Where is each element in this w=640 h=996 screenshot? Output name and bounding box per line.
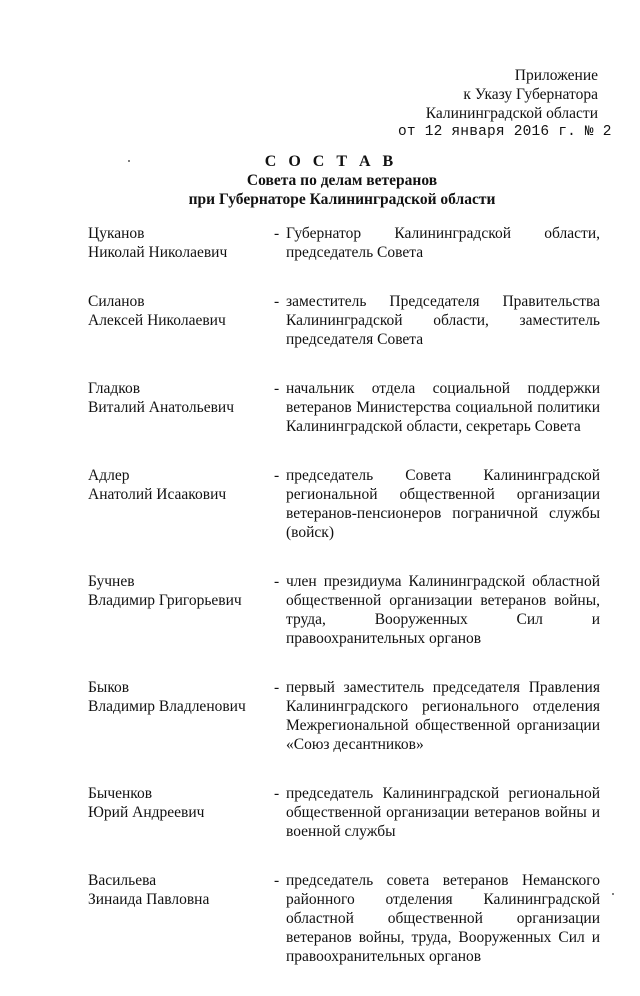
member-name (88, 379, 274, 417)
member-name (88, 871, 274, 909)
appendix-block (398, 66, 612, 142)
member-given-name: Владимир Григорьевич (88, 592, 242, 609)
member-entry (88, 379, 600, 436)
member-surname: Адлер (88, 467, 130, 484)
heading-subtitle-1: Совета по делам ветеранов (246, 172, 438, 189)
member-role: председатель совета ветеранов Неманского районного отделения Калининградской областной общественной организации ветеранов войны, труда, Вооруженных Сил и правоохранительных органов (286, 872, 600, 965)
member-role: член президиума Калининградской областной общественной организации ветеранов войны, труда, Вооруженных Сил и правоохранительных органов (286, 573, 600, 647)
member-surname: Гладков (88, 380, 141, 397)
member-role: заместитель Председателя Правительства Калининградской области, заместитель председателя Совета (286, 293, 600, 348)
member-surname: Силанов (88, 293, 145, 310)
member-role: начальник отдела социальной поддержки ветеранов Министерства социальной политики Калининградской области, секретарь Совета (286, 380, 600, 435)
member-entry (88, 784, 600, 841)
member-surname: Быченков (88, 785, 153, 802)
member-role: председатель Совета Калининградской региональной общественной организации ветеранов-пенсионеров пограничной службы (войск) (286, 467, 600, 541)
member-dash: - (274, 679, 280, 696)
member-surname: Быков (88, 679, 130, 696)
member-dash: - (274, 573, 280, 590)
appendix-line-2: к Указу Губернатора (463, 86, 598, 103)
member-entry (88, 292, 600, 349)
member-given-name: Николай Николаевич (88, 244, 228, 261)
member-dash: - (274, 872, 280, 889)
heading-subtitle-2: при Губернаторе Калининградской области (188, 191, 496, 208)
member-given-name: Юрий Андреевич (88, 804, 205, 821)
member-role: первый заместитель председателя Правления Калининградского регионального отделения Межрегиональной общественной организации «Союз десантников» (286, 679, 600, 753)
member-entry (88, 572, 600, 648)
member-name (88, 678, 274, 716)
member-given-name: Виталий Анатольевич (88, 399, 234, 416)
member-surname: Цуканов (88, 225, 145, 242)
member-entry (88, 466, 600, 542)
member-role: председатель Калининградской региональной общественной организации ветеранов войны и военной службы (286, 785, 600, 840)
member-dash: - (274, 785, 280, 802)
appendix-line-3: Калининградской области (425, 105, 598, 122)
scan-speck (128, 160, 130, 162)
member-given-name: Владимир Владленович (88, 698, 246, 715)
member-given-name: Анатолий Исаакович (88, 486, 227, 503)
member-name (88, 224, 274, 262)
member-dash: - (274, 380, 280, 397)
member-dash: - (274, 225, 280, 242)
appendix-date-line: от 12 января 2016 г. № 2 (398, 124, 612, 140)
members-list (88, 224, 600, 996)
member-dash: - (274, 467, 280, 484)
member-entry (88, 678, 600, 754)
member-entry (88, 224, 600, 262)
member-name (88, 466, 274, 504)
member-surname: Бучнев (88, 573, 135, 590)
member-surname: Васильева (88, 872, 157, 889)
member-name (88, 784, 274, 822)
member-given-name: Алексей Николаевич (88, 312, 226, 329)
heading-title: С О С Т А В (264, 153, 398, 170)
document-heading (0, 152, 640, 209)
member-entry (88, 871, 600, 966)
appendix-line-1: Приложение (514, 67, 598, 84)
member-given-name: Зинаида Павловна (88, 891, 210, 908)
member-name (88, 292, 274, 330)
member-dash: - (274, 293, 280, 310)
scan-speck (612, 893, 614, 895)
member-name (88, 572, 274, 610)
member-role: Губернатор Калининградской области, председатель Совета (286, 225, 600, 261)
